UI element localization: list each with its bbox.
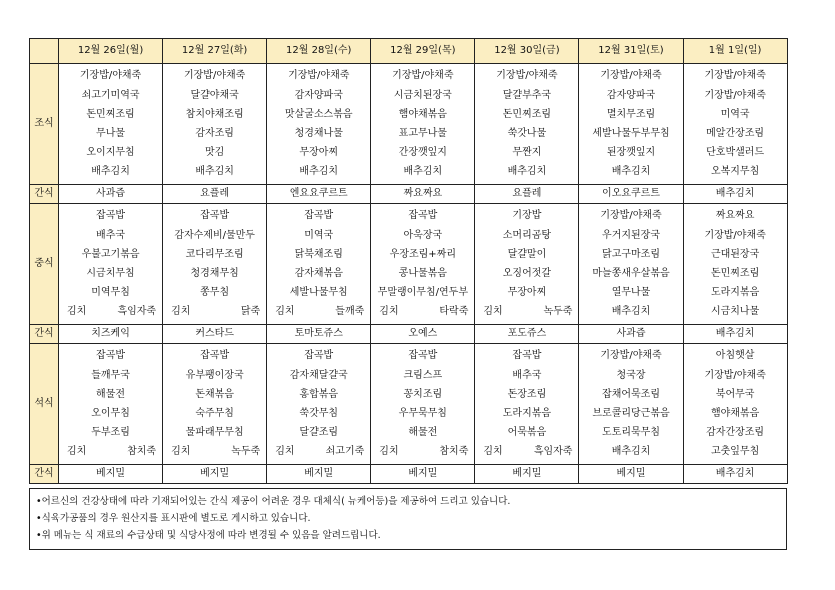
menu-item: 들깨죽 — [335, 306, 365, 318]
menu-item: 닭북채조림 — [294, 248, 343, 260]
day-header: 12월 31일(토) — [579, 39, 683, 64]
dinner-row — [30, 344, 788, 465]
note-line: •어르신의 건강상태에 따라 기재되어있는 간식 제공이 어려운 경우 대체식( 뉴케어등)을 제공하여 드리고 있습니다. — [36, 496, 511, 507]
day-header: 12월 30일(금) — [475, 39, 579, 64]
menu-item: 무말랭이무침/연두부 — [377, 287, 468, 299]
menu-item: 배추김치 — [299, 166, 339, 178]
menu-item: 달걀야채국 — [190, 89, 239, 101]
menu-item: 유부팽이장국 — [185, 369, 244, 381]
menu-item: 햄야채볶음 — [710, 408, 760, 419]
menu-item: 기장밥/야채죽 — [600, 350, 662, 362]
menu-item: 도라지볶음 — [502, 408, 552, 419]
breakfast-row — [30, 64, 788, 185]
day-header: 12월 29일(목) — [371, 39, 475, 64]
menu-item: 소머리곰탕 — [502, 229, 552, 241]
snack-cell: 베지밀 — [59, 465, 163, 484]
menu-item: 브로콜리당근볶음 — [592, 408, 670, 419]
menu-item: 기장밥/야채죽 — [288, 70, 350, 82]
lunch-cell — [371, 204, 475, 325]
menu-item: 감자채달걀국 — [289, 369, 348, 381]
menu-item: 우장조림+짜리 — [389, 248, 456, 260]
meal-label-snack2: 간식 — [30, 325, 59, 344]
menu-item: 근대된장국 — [710, 248, 760, 260]
menu-item: 쑥갓무침 — [299, 408, 339, 419]
dinner-cell — [163, 344, 267, 465]
menu-items — [371, 64, 474, 183]
snack-cell: 치즈케익 — [59, 325, 163, 344]
menu-item-pair — [371, 302, 474, 321]
menu-item: 잡곡밥 — [200, 350, 230, 362]
menu-item: 코다리무조림 — [185, 248, 244, 260]
breakfast-cell — [579, 64, 683, 185]
menu-item: 잡곡밥 — [408, 350, 438, 362]
menu-item: 달걀부추국 — [502, 89, 552, 101]
menu-item: 김치 — [483, 446, 503, 458]
menu-items — [267, 204, 370, 323]
menu-item: 메알간장조림 — [706, 128, 765, 139]
menu-item: 배추김치 — [611, 446, 651, 458]
menu-item: 기장밥/야채죽 — [600, 210, 662, 222]
menu-item: 녹두죽 — [543, 306, 573, 318]
lunch-cell — [163, 204, 267, 325]
menu-item: 감자조림 — [195, 128, 234, 139]
menu-item: 쫑무침 — [200, 287, 230, 299]
menu-item: 들깨무국 — [91, 369, 130, 381]
menu-item: 김치 — [171, 446, 191, 458]
menu-item: 쇠고기미역국 — [81, 89, 140, 101]
menu-item: 짜요짜요 — [715, 210, 755, 222]
day-header: 12월 26일(월) — [59, 39, 163, 64]
menu-item-pair — [59, 302, 162, 321]
snack-cell: 배추김치 — [683, 185, 787, 204]
menu-item: 타락죽 — [439, 306, 469, 318]
menu-item: 기장밥/야채죽 — [392, 70, 454, 82]
lunch-cell — [475, 204, 579, 325]
snack-cell: 짜요짜요 — [371, 185, 475, 204]
menu-item: 우불고기볶음 — [81, 248, 140, 260]
menu-items — [371, 204, 474, 323]
menu-item: 달걀조림 — [299, 427, 339, 439]
menu-item: 참치죽 — [127, 446, 157, 458]
menu-items — [684, 204, 787, 323]
menu-item: 무짠지 — [512, 147, 542, 159]
menu-items — [267, 344, 370, 463]
menu-item: 기장밥/야채죽 — [704, 369, 766, 381]
day-header: 12월 28일(수) — [267, 39, 371, 64]
menu-item: 참치죽 — [439, 446, 469, 458]
snack-cell: 사과즙 — [579, 325, 683, 344]
menu-items — [59, 64, 162, 183]
menu-item: 숙주무침 — [195, 408, 234, 419]
meal-label-dinner: 석식 — [30, 344, 59, 465]
menu-item: 감자양파국 — [606, 89, 656, 101]
menu-item: 기장밥/야채죽 — [704, 229, 766, 241]
menu-items — [59, 344, 162, 463]
menu-item-pair — [163, 302, 266, 321]
menu-item: 해물전 — [408, 427, 438, 439]
menu-item: 김치 — [379, 446, 399, 458]
menu-item: 무장아찌 — [507, 287, 547, 299]
menu-item: 시금치나물 — [710, 306, 760, 318]
corner-cell — [30, 39, 59, 64]
menu-item: 잡곡밥 — [304, 350, 334, 362]
menu-item: 청국장 — [616, 369, 646, 381]
snack-cell: 요플레 — [475, 185, 579, 204]
menu-item: 열무나물 — [611, 287, 651, 299]
snack2-row — [30, 325, 788, 344]
menu-item: 청경채나물 — [294, 128, 343, 139]
menu-item: 닭고구마조림 — [602, 248, 660, 260]
meal-label-snack3: 간식 — [30, 465, 59, 484]
snack-cell: 베지밀 — [163, 465, 267, 484]
snack-cell: 토마토쥬스 — [267, 325, 371, 344]
menu-item: 두부조림 — [91, 427, 130, 439]
menu-items — [163, 64, 266, 183]
menu-item: 북어무국 — [715, 388, 755, 400]
snack-cell: 포도쥬스 — [475, 325, 579, 344]
menu-item: 어묵볶음 — [507, 427, 547, 439]
menu-item-pair — [163, 442, 266, 461]
menu-item: 달걀말이 — [507, 248, 547, 260]
menu-item: 김치 — [67, 306, 87, 318]
menu-item: 기장밥/야채죽 — [704, 89, 766, 101]
menu-item: 김치 — [67, 446, 87, 458]
dinner-cell — [371, 344, 475, 465]
menu-item: 고춧잎무침 — [710, 446, 760, 458]
menu-item: 된장깻잎지 — [606, 147, 656, 159]
snack1-row — [30, 185, 788, 204]
note-line: •식육가공품의 경우 원산지를 표시판에 별도로 게시하고 있습니다. — [36, 513, 311, 524]
menu-item: 배추국 — [512, 369, 542, 381]
menu-item: 오이무침 — [91, 408, 130, 419]
menu-item: 흑임자죽 — [533, 446, 573, 458]
menu-item: 돈장조림 — [507, 388, 547, 400]
menu-items — [684, 64, 787, 183]
menu-item: 아침햇살 — [715, 350, 755, 362]
menu-item: 홍합볶음 — [299, 388, 339, 400]
snack-cell: 오예스 — [371, 325, 475, 344]
menu-item: 미역국 — [720, 108, 750, 120]
menu-item: 세발나물두부무침 — [592, 128, 670, 139]
menu-item: 콩나물볶음 — [398, 268, 447, 279]
day-header: 12월 27일(화) — [163, 39, 267, 64]
notes-box — [29, 488, 787, 550]
menu-item: 간장깻잎지 — [398, 147, 447, 159]
menu-item: 맛김 — [204, 147, 225, 159]
menu-items — [163, 344, 266, 463]
breakfast-cell — [59, 64, 163, 185]
meal-label-lunch: 중식 — [30, 204, 59, 325]
menu-item: 단호박샐러드 — [706, 147, 765, 159]
snack-cell: 커스타드 — [163, 325, 267, 344]
menu-item: 우무묵무침 — [398, 408, 447, 419]
meal-label-breakfast: 조식 — [30, 64, 59, 185]
weekly-menu-table — [29, 38, 788, 484]
menu-item: 잡채어묵조림 — [602, 388, 660, 400]
breakfast-cell — [683, 64, 787, 185]
header-row — [30, 39, 788, 64]
menu-item: 쑥갓나물 — [507, 128, 547, 139]
menu-item: 아욱장국 — [403, 229, 443, 241]
snack3-row — [30, 465, 788, 484]
note-line: •위 메뉴는 식 재료의 수급상태 및 식당사정에 따라 변경될 수 있음을 알려드립니다. — [36, 530, 381, 541]
menu-item: 배추김치 — [403, 166, 443, 178]
menu-item: 배추김치 — [195, 166, 234, 178]
menu-item: 참치야채조림 — [185, 108, 244, 120]
menu-item: 무장아찌 — [299, 147, 339, 159]
menu-item: 감자수제비/물만두 — [174, 229, 255, 241]
snack-cell: 배추김치 — [683, 465, 787, 484]
menu-item: 기장밥/야채죽 — [704, 70, 766, 82]
menu-item: 크림스프 — [403, 369, 443, 381]
menu-item: 오이지무침 — [86, 147, 135, 159]
menu-item: 해물전 — [96, 388, 126, 400]
dinner-cell — [59, 344, 163, 465]
menu-items — [684, 344, 787, 463]
menu-item: 김치 — [275, 306, 295, 318]
breakfast-cell — [475, 64, 579, 185]
menu-item: 맛살굴소스볶음 — [284, 108, 353, 120]
menu-item: 햄야채볶음 — [398, 108, 447, 120]
menu-item-pair — [267, 302, 370, 321]
menu-item: 김치 — [171, 306, 191, 318]
menu-item: 잡곡밥 — [304, 210, 334, 222]
menu-item: 꽁치조림 — [403, 388, 443, 400]
dinner-cell — [683, 344, 787, 465]
menu-item: 닭죽 — [240, 306, 261, 318]
snack-cell: 사과즙 — [59, 185, 163, 204]
menu-items — [579, 64, 682, 183]
lunch-cell — [683, 204, 787, 325]
lunch-row — [30, 204, 788, 325]
menu-items — [59, 204, 162, 323]
dinner-cell — [267, 344, 371, 465]
menu-item: 미역국 — [304, 229, 334, 241]
menu-item: 기장밥/야채죽 — [496, 70, 558, 82]
snack-cell: 엔요요쿠르트 — [267, 185, 371, 204]
menu-item: 잡곡밥 — [96, 350, 126, 362]
menu-items — [475, 204, 578, 323]
menu-item-pair — [371, 442, 474, 461]
menu-items — [579, 204, 682, 323]
menu-item: 돈채볶음 — [195, 388, 234, 400]
menu-item: 물파래무무침 — [185, 427, 244, 439]
menu-item: 기장밥 — [512, 210, 542, 222]
menu-item-pair — [475, 442, 578, 461]
menu-item: 쇠고기죽 — [325, 446, 365, 458]
menu-item: 잡곡밥 — [408, 210, 438, 222]
snack-cell: 요플레 — [163, 185, 267, 204]
menu-items — [267, 64, 370, 183]
menu-item: 돈민찌조림 — [86, 108, 135, 120]
menu-item: 녹두죽 — [231, 446, 261, 458]
menu-item: 감자간장조림 — [706, 427, 765, 439]
menu-item: 감자채볶음 — [294, 268, 343, 279]
meal-label-snack1: 간식 — [30, 185, 59, 204]
menu-item: 감자양파국 — [294, 89, 343, 101]
menu-item: 무나물 — [96, 128, 126, 139]
lunch-cell — [579, 204, 683, 325]
menu-item: 기장밥/야채죽 — [79, 70, 142, 82]
menu-items — [475, 64, 578, 183]
menu-item: 돈민찌조림 — [710, 268, 760, 279]
menu-item-pair — [475, 302, 578, 321]
lunch-cell — [267, 204, 371, 325]
dinner-cell — [475, 344, 579, 465]
menu-items — [475, 344, 578, 463]
menu-items — [579, 344, 682, 463]
menu-item: 배추김치 — [611, 306, 651, 318]
menu-item: 배추김치 — [611, 166, 651, 178]
breakfast-cell — [371, 64, 475, 185]
menu-item: 기장밥/야채죽 — [183, 70, 246, 82]
dinner-cell — [579, 344, 683, 465]
menu-item: 기장밥/야채죽 — [600, 70, 662, 82]
menu-item: 김치 — [275, 446, 295, 458]
menu-item: 우거지된장국 — [602, 229, 660, 241]
menu-item: 배추국 — [96, 229, 126, 241]
snack-cell: 베지밀 — [579, 465, 683, 484]
day-header: 1월 1일(일) — [683, 39, 787, 64]
menu-item: 돈민찌조림 — [502, 108, 552, 120]
menu-item: 잡곡밥 — [200, 210, 230, 222]
menu-item: 시금치무침 — [86, 268, 135, 279]
menu-item: 오징어젓갈 — [502, 268, 552, 279]
menu-item: 시금치된장국 — [393, 89, 452, 101]
menu-item: 잡곡밥 — [512, 350, 542, 362]
menu-item: 배추김치 — [91, 166, 130, 178]
menu-item: 배추김치 — [507, 166, 547, 178]
menu-item: 세발나물무침 — [289, 287, 348, 299]
menu-item: 미역무침 — [91, 287, 130, 299]
menu-item: 멸치무조림 — [606, 108, 656, 120]
breakfast-cell — [163, 64, 267, 185]
menu-items — [163, 204, 266, 323]
menu-item: 김치 — [483, 306, 503, 318]
menu-item: 표고무나물 — [398, 128, 447, 139]
menu-item-pair — [59, 442, 162, 461]
menu-item-pair — [267, 442, 370, 461]
snack-cell: 베지밀 — [371, 465, 475, 484]
menu-item: 청경채무침 — [190, 268, 239, 279]
snack-cell: 이오요쿠르트 — [579, 185, 683, 204]
breakfast-cell — [267, 64, 371, 185]
menu-item: 마늘쫑새우살볶음 — [592, 268, 670, 279]
menu-item: 도토리묵무침 — [602, 427, 660, 439]
menu-item: 도라지볶음 — [710, 287, 760, 299]
snack-cell: 베지밀 — [267, 465, 371, 484]
snack-cell: 베지밀 — [475, 465, 579, 484]
menu-item: 잡곡밥 — [96, 210, 126, 222]
menu-item: 김치 — [379, 306, 399, 318]
lunch-cell — [59, 204, 163, 325]
menu-item: 오복지무침 — [710, 166, 760, 178]
menu-item: 흑임자죽 — [117, 306, 157, 318]
snack-cell: 배추김치 — [683, 325, 787, 344]
menu-items — [371, 344, 474, 463]
